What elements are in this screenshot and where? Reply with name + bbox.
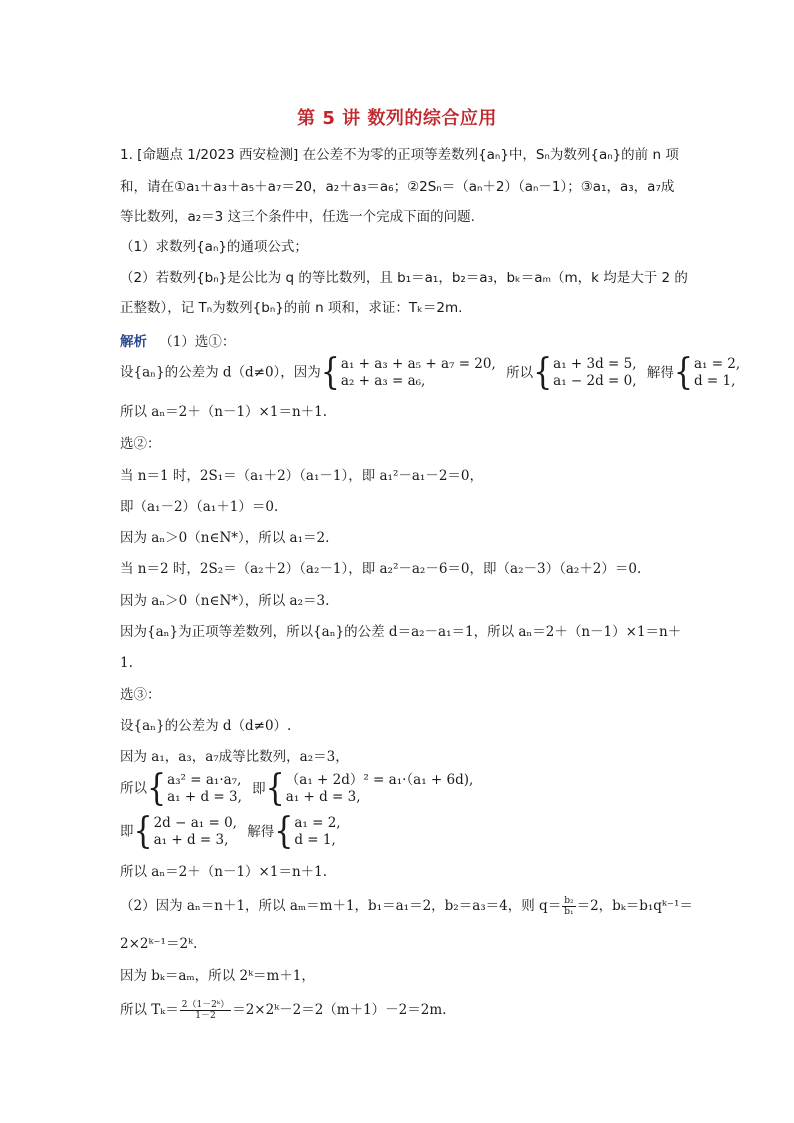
system-5-eq-b: a₁ + d = 3, — [285, 789, 361, 805]
system-4-eq-a: a₃² = a₁·a₇, — [167, 772, 242, 788]
option-1-result: 所以 aₙ＝2＋（n－1）×1＝n＋1. — [120, 404, 328, 420]
left-brace: { — [274, 810, 294, 853]
left-brace: { — [533, 351, 553, 394]
part-2-line-1 — [120, 896, 693, 917]
option-3-system-row-2 — [120, 810, 341, 853]
problem-part-2-line-2: 正整数），记 Tₙ为数列{bₙ}的前 n 项和，求证：Tₖ＝2m. — [120, 300, 463, 316]
option-2-line-5: 因为 aₙ＞0（n∈N*），所以 a₂＝3. — [120, 593, 330, 609]
option-3-line-1: 设{aₙ}的公差为 d（d≠0）. — [120, 718, 292, 734]
problem-line-1: 1. [命题点 1/2023 西安检测] 在公差不为零的正项等差数列{aₙ}中，Sₙ为数列{aₙ}的前 n 项 — [120, 147, 679, 163]
fraction-denominator: 1－2 — [195, 1011, 216, 1021]
left-brace: { — [320, 351, 340, 394]
so-text: 所以 — [120, 780, 147, 797]
part-2-text-c: 所以 Tₖ＝ — [120, 1002, 179, 1018]
part-2-text-b: ＝2，bₖ＝b₁qᵏ⁻¹＝ — [576, 898, 693, 914]
option-1-intro: 设{aₙ}的公差为 d（d≠0），因为 — [120, 364, 321, 381]
system-4 — [167, 772, 242, 806]
problem-part-1: （1）求数列{aₙ}的通项公式； — [120, 239, 308, 255]
system-2 — [553, 356, 636, 390]
choose-2: 选②： — [120, 436, 161, 452]
system-2-eq-b: a₁ − 2d = 0, — [553, 373, 637, 389]
problem-part-2-line-1: （2）若数列{bₙ}是公比为 q 的等比数列，且 b₁＝a₁，b₂＝a₃，bₖ＝aₘ（m，k 均是大于 2 的 — [120, 270, 688, 286]
problem-line-2: 和，请在①a₁＋a₃＋a₅＋a₇＝20，a₂＋a₃＝a₆；②2Sₙ＝（aₙ＋2）（aₙ－1）；③a₁，a₃，a₇成 — [120, 179, 675, 195]
solution-header — [120, 332, 235, 352]
option-2-line-6: 因为{aₙ}为正项等差数列，所以{aₙ}的公差 d＝a₂－a₁＝1，所以 aₙ＝2＋（n－1）×1＝n＋ — [120, 624, 682, 640]
fraction-sum-formula — [180, 1000, 231, 1021]
solve-text: 解得 — [646, 364, 674, 381]
page-title: 第 5 讲 数列的综合应用 — [297, 108, 497, 129]
system-3-eq-a: a₁ = 2, — [693, 356, 741, 372]
system-1-eq-a: a₁ + a₃ + a₅ + a₇ = 20, — [340, 356, 496, 372]
system-1 — [341, 356, 496, 390]
fraction-numerator: 2（1－2ᵏ） — [181, 1000, 230, 1010]
part-2-text-d: ＝2×2ᵏ－2＝2（m＋1）－2＝2m. — [232, 1002, 447, 1018]
solve-text: 解得 — [247, 823, 275, 840]
option-3-line-2: 因为 a₁，a₃，a₇成等比数列，a₂＝3， — [120, 749, 349, 765]
option-2-line-2: 即（a₁－2）（a₁＋1）＝0. — [120, 499, 279, 515]
system-1-eq-b: a₂ + a₃ = a₆, — [340, 373, 426, 389]
option-2-line-4: 当 n＝2 时，2S₂＝（a₂＋2）（a₂－1），即 a₂²－a₂－6＝0，即（a₂－3）（a₂＋2）＝0. — [120, 561, 642, 577]
system-6-eq-a: 2d − a₁ = 0, — [153, 815, 237, 831]
part-2-line-2: 2×2ᵏ⁻¹＝2ᵏ. — [120, 936, 198, 952]
choose-1: （1）选①： — [159, 334, 236, 350]
system-5-eq-a: （a₁ + 2d）² = a₁·（a₁ + 6d), — [285, 772, 474, 788]
left-brace: { — [133, 810, 153, 853]
option-2-line-1: 当 n＝1 时，2S₁＝（a₁＋2）（a₁－1），即 a₁²－a₁－2＝0， — [120, 468, 484, 484]
option-3-result: 所以 aₙ＝2＋（n－1）×1＝n＋1. — [120, 864, 328, 880]
system-3-eq-b: d = 1, — [693, 373, 736, 389]
left-brace: { — [265, 767, 285, 810]
fraction-numerator: b₂ — [564, 896, 574, 906]
system-7 — [294, 815, 340, 849]
namely-text: 即 — [252, 780, 266, 797]
system-7-eq-a: a₁ = 2, — [294, 815, 341, 831]
system-2-eq-a: a₁ + 3d = 5, — [553, 356, 637, 372]
namely-text: 即 — [120, 823, 134, 840]
problem-line-3: 等比数列，a₂＝3 这三个条件中，任选一个完成下面的问题. — [120, 209, 475, 225]
fraction-b2-over-b1 — [562, 896, 575, 917]
part-2-text-a: （2）因为 aₙ＝n＋1，所以 aₘ＝m＋1，b₁＝a₁＝2，b₂＝a₃＝4，则 q＝ — [120, 898, 562, 914]
option-2-line-3: 因为 aₙ＞0（n∈N*），所以 a₁＝2. — [120, 530, 330, 546]
left-brace: { — [147, 767, 167, 810]
system-6-eq-b: a₁ + d = 3, — [153, 832, 229, 848]
option-2-line-7: 1. — [120, 655, 133, 671]
solution-label: 解析 — [120, 334, 147, 350]
option-3-system-row-1 — [120, 767, 474, 810]
so-text: 所以 — [506, 364, 534, 381]
system-5 — [286, 772, 474, 806]
part-2-line-3: 因为 bₖ＝aₘ，所以 2ᵏ＝m＋1， — [120, 968, 315, 984]
option-1-derivation — [120, 351, 741, 394]
system-7-eq-b: d = 1, — [294, 832, 336, 848]
choose-3: 选③： — [120, 687, 161, 703]
part-2-line-4 — [120, 1000, 446, 1021]
system-3 — [694, 356, 740, 390]
left-brace: { — [673, 351, 693, 394]
system-4-eq-b: a₁ + d = 3, — [167, 789, 242, 805]
system-6 — [154, 815, 237, 849]
fraction-denominator: b₁ — [564, 907, 574, 917]
